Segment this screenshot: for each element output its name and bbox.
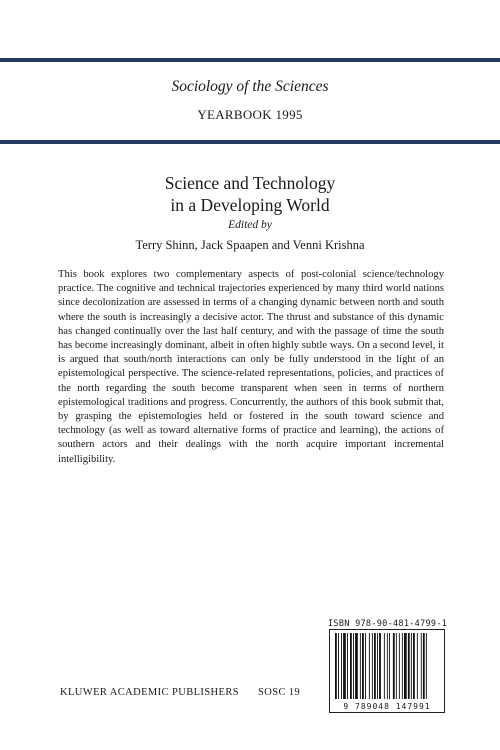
yearbook-label: YEARBOOK 1995 [197, 107, 303, 122]
barcode-bar [389, 633, 390, 699]
series-title: Sociology of the Sciences [171, 78, 329, 95]
publisher-name: KLUWER ACADEMIC PUBLISHERS [60, 687, 239, 698]
barcode-bar [350, 633, 352, 699]
barcode-bar [347, 633, 348, 699]
barcode-bars [335, 633, 439, 699]
top-rule [0, 58, 500, 62]
barcode-bar [377, 633, 378, 699]
isbn-label: ISBN 978-90-481-4799-1 [328, 619, 448, 629]
barcode-bar [387, 633, 388, 699]
barcode-bar [393, 633, 395, 699]
barcode-bar [365, 633, 366, 699]
barcode-bar [384, 633, 385, 699]
barcode-bar [396, 633, 397, 699]
barcode-bar [411, 633, 412, 699]
bottom-rule [0, 140, 500, 144]
barcode-bar [426, 633, 427, 699]
series-code: SOSC 19 [258, 687, 301, 698]
barcode-bar [417, 633, 418, 699]
barcode-bar [404, 633, 407, 699]
barcode-bar [353, 633, 354, 699]
barcode-bar [379, 633, 381, 699]
book-description: This book explores two complementary aspects of post-colonial science/technology practice. The cognitive and technical trajectories experienced by many third world nations since decolonization are assessed in terms of a changing dynamic between north and south where the south is increasingly a decisive actor. The thrust and substance of this dynamic has changed continually over the last half century, and with the passage of time the south has become increasingly dominant, albeit in often highly subtle ways. On a second level, it is argued that south/north interactions can only be fully understood in the light of an epistemological perspective. The science-related representations, policies, and practices of the north regarding the south become transparent when seen in terms of northern epistemological traditions and progress. Concurrently, the authors of this book submit that, by grasping the epistemologies held or fostered in the south toward science and technology (as well as toward alternative forms of practice and learning), the actions of southern actors and their dealings with the north acquire important incremental intelligibility. [58, 269, 444, 465]
edited-by-label: Edited by [228, 219, 272, 231]
barcode-bar [372, 633, 373, 699]
barcode-bar [341, 633, 342, 699]
barcode-bar [362, 633, 364, 699]
barcode [329, 629, 445, 713]
barcode-bar [369, 633, 370, 699]
book-title-line-2: in a Developing World [170, 195, 330, 215]
barcode-bar [343, 633, 346, 699]
barcode-bar [338, 633, 339, 699]
barcode-bar [421, 633, 422, 699]
barcode-bar [413, 633, 415, 699]
barcode-bar [402, 633, 403, 699]
barcode-bar [355, 633, 358, 699]
barcode-bar [423, 633, 425, 699]
barcode-bar [335, 633, 337, 699]
barcode-bar [399, 633, 400, 699]
barcode-bar [374, 633, 376, 699]
barcode-bar [360, 633, 361, 699]
barcode-bar [408, 633, 410, 699]
editors-names: Terry Shinn, Jack Spaapen and Venni Krishna [135, 238, 365, 252]
book-title [0, 172, 500, 216]
book-title-line-1: Science and Technology [164, 173, 336, 193]
barcode-digits: 9 789048 147991 [343, 702, 431, 711]
